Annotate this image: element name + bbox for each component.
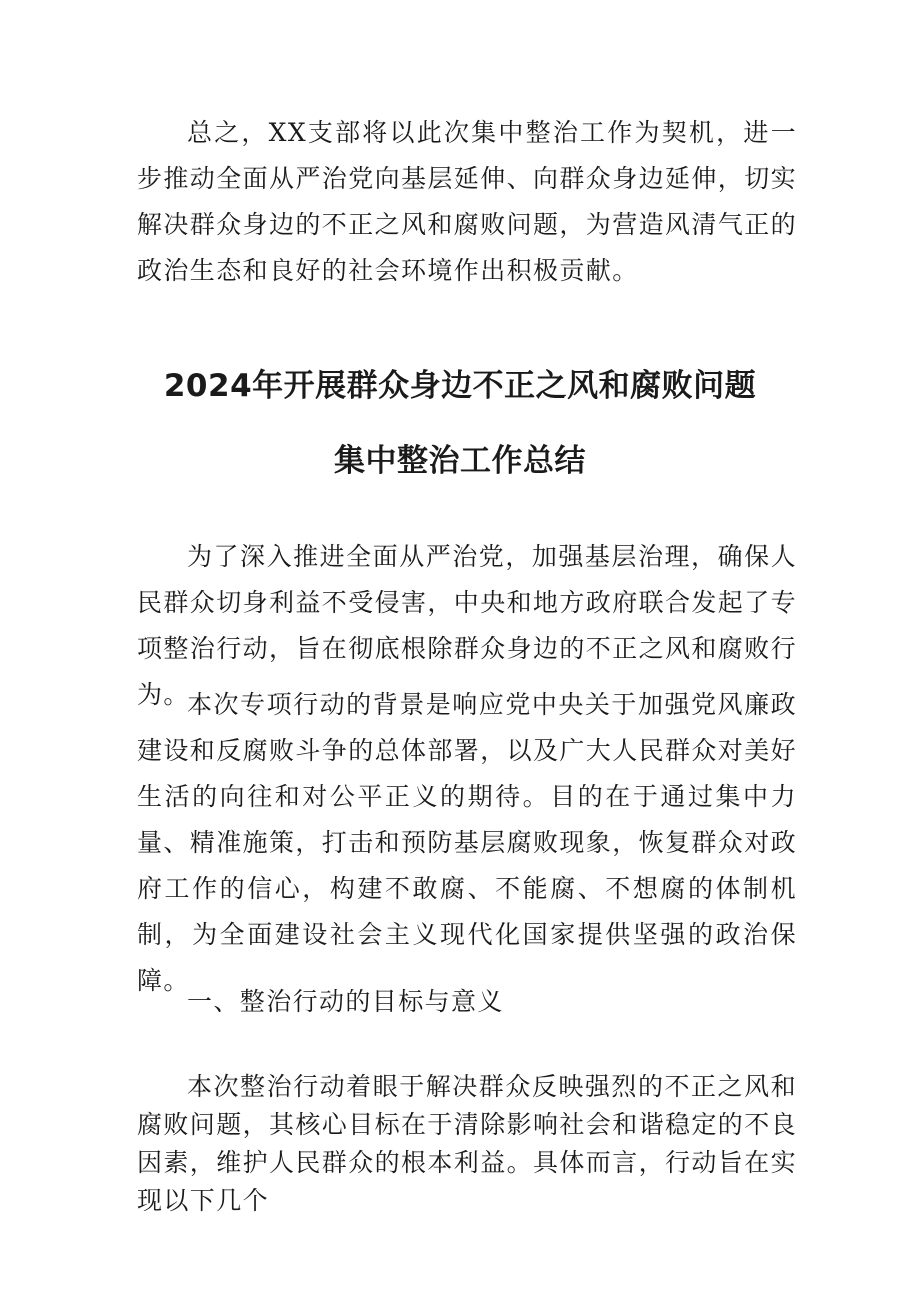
document-title-line1: 2024年开展群众身边不正之风和腐败问题	[163, 368, 757, 404]
document-title-line2: 集中整治工作总结	[334, 443, 586, 479]
intro-paragraph: 总之，XX支部将以此次集中整治工作为契机，进一步推动全面从严治党向基层延伸、向群众身边延伸，切实解决群众身边的不正之风和腐败问题，为营造风清气正的政治生态和良好的社会环境作出积极贡献。	[137, 118, 798, 285]
body-paragraph-2: 本次专项行动的背景是响应党中央关于加强党风廉政建设和反腐败斗争的总体部署，以及广大人民群众对美好生活的向往和对公平正义的期待。目的在于通过集中力量、精准施策，打击和预防基层腐败现象，恢复群众对政府工作的信心，构建不敢腐、不能腐、不想腐的体制机制，为全面建设社会主义现代化国家提供坚强的政治保障。	[137, 690, 798, 995]
section-heading: 一、整治行动的目标与意义	[187, 987, 504, 1016]
body-paragraph-3: 本次整治行动着眼于解决群众反映强烈的不正之风和腐败问题，其核心目标在于清除影响社会和谐稳定的不良因素，维护人民群众的根本利益。具体而言，行动旨在实现以下几个	[137, 1072, 798, 1215]
body-paragraph-1: 为了深入推进全面从严治党，加强基层治理，确保人民群众切身利益不受侵害，中央和地方政府联合发起了专项整治行动，旨在彻底根除群众身边的不正之风和腐败行为。	[137, 542, 798, 709]
